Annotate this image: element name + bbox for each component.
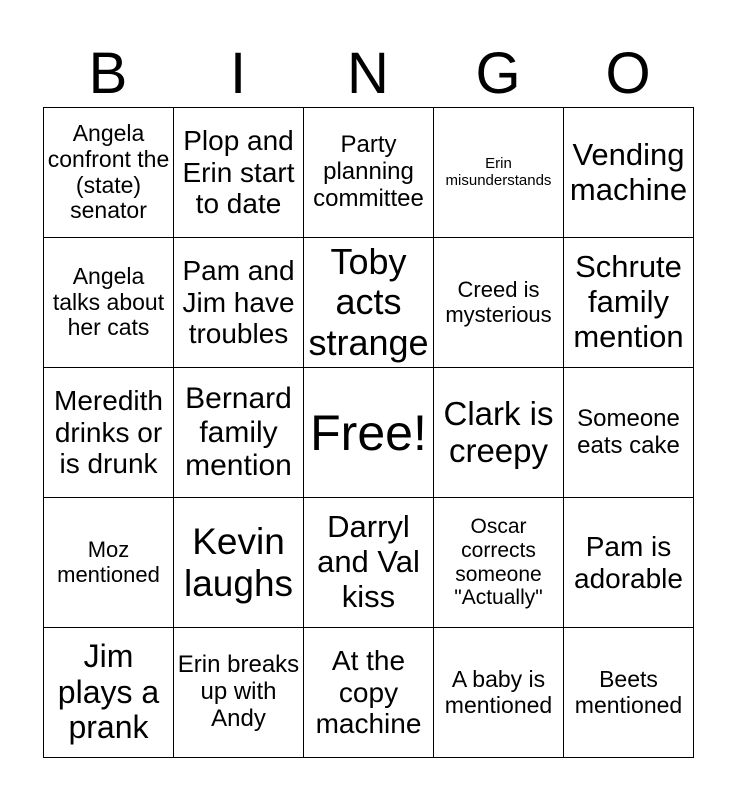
bingo-cell: A baby is mentioned	[434, 628, 564, 758]
bingo-cell: Erin misunderstands	[434, 108, 564, 238]
bingo-cell: Someone eats cake	[564, 368, 694, 498]
bingo-card-grid	[43, 107, 694, 758]
bingo-cell: Bernard family mention	[174, 368, 304, 498]
bingo-row	[44, 108, 694, 238]
bingo-cell: Angela talks about her cats	[44, 238, 174, 368]
bingo-cell: Angela confront the (state) senator	[44, 108, 174, 238]
bingo-cell: Clark is creepy	[434, 368, 564, 498]
bingo-cell: Darryl and Val kiss	[304, 498, 434, 628]
bingo-row	[44, 498, 694, 628]
bingo-cell: Kevin laughs	[174, 498, 304, 628]
header-letter-g: G	[475, 41, 521, 106]
bingo-cell: Creed is mysterious	[434, 238, 564, 368]
header-letter-i: I	[229, 41, 247, 106]
bingo-header	[43, 40, 693, 108]
bingo-row	[44, 368, 694, 498]
bingo-cell: Meredith drinks or is drunk	[44, 368, 174, 498]
bingo-row	[44, 628, 694, 758]
bingo-cell: Pam is adorable	[564, 498, 694, 628]
bingo-cell: Vending machine	[564, 108, 694, 238]
bingo-cell: At the copy machine	[304, 628, 434, 758]
header-letter-o: O	[605, 41, 651, 106]
header-letter-b: B	[88, 41, 128, 106]
header-letter-n: N	[347, 41, 389, 106]
bingo-cell: Jim plays a prank	[44, 628, 174, 758]
bingo-cell: Beets mentioned	[564, 628, 694, 758]
bingo-cell: Moz mentioned	[44, 498, 174, 628]
bingo-row	[44, 238, 694, 368]
bingo-cell: Plop and Erin start to date	[174, 108, 304, 238]
bingo-cell: Toby acts strange	[304, 238, 434, 368]
bingo-cell: Oscar corrects someone "Actually"	[434, 498, 564, 628]
bingo-cell: Erin breaks up with Andy	[174, 628, 304, 758]
bingo-cell: Schrute family mention	[564, 238, 694, 368]
free-space-cell: Free!	[304, 368, 434, 498]
bingo-cell: Party planning committee	[304, 108, 434, 238]
bingo-cell: Pam and Jim have troubles	[174, 238, 304, 368]
